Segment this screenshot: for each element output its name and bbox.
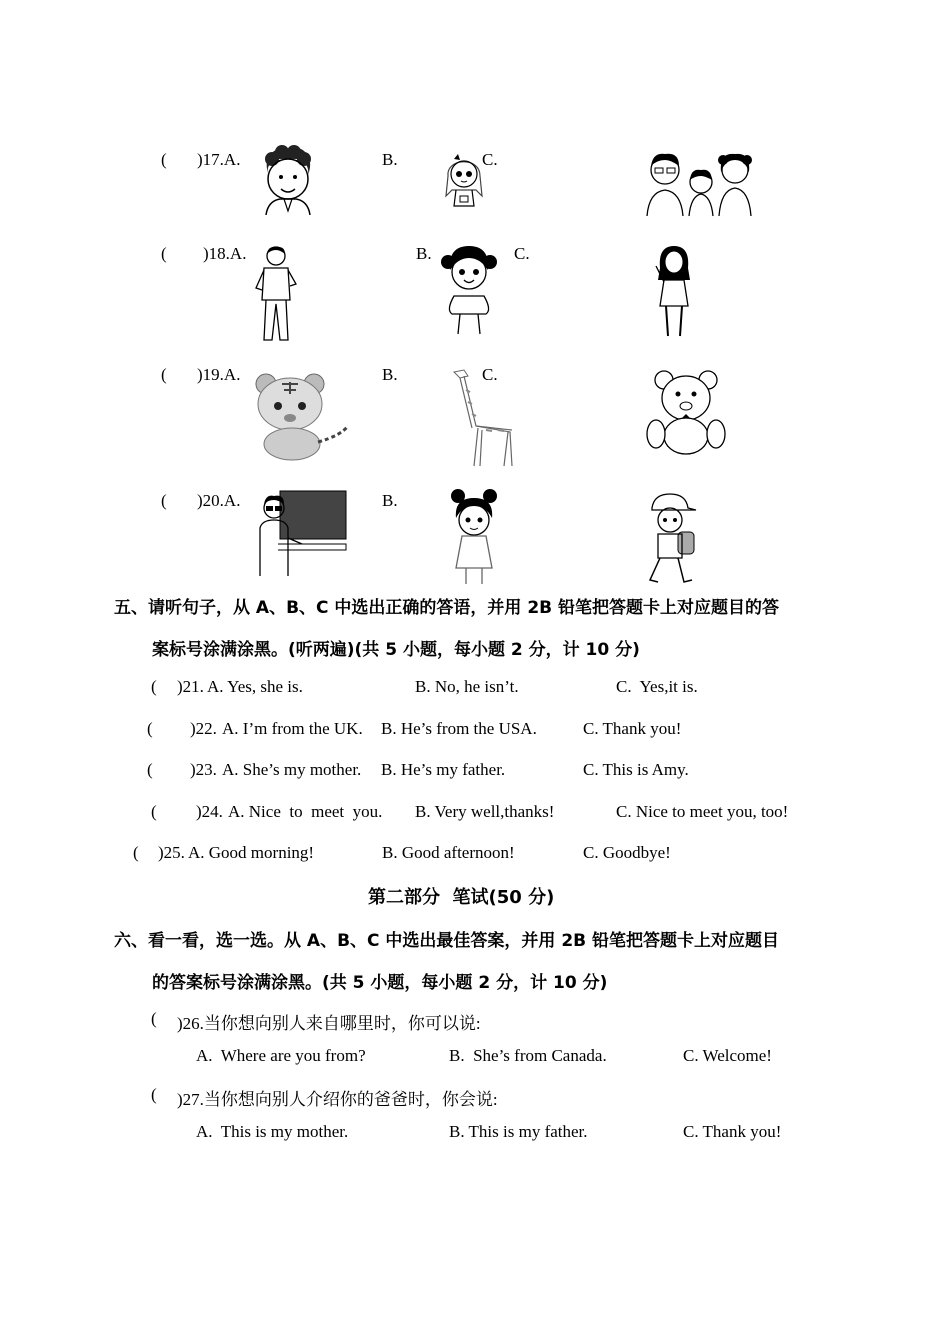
- question-21-option-b[interactable]: B. No, he isn’t.: [415, 677, 519, 696]
- answer-paren[interactable]: (: [151, 802, 157, 821]
- girl-pigtails-image: [440, 240, 498, 340]
- tiger-image: [254, 370, 352, 462]
- girl-small-image: [440, 150, 488, 214]
- answer-paren[interactable]: (: [161, 491, 167, 510]
- question-19-label: )19.A.: [197, 365, 241, 384]
- answer-paren[interactable]: (: [151, 1085, 157, 1104]
- boy-portrait-image: [258, 145, 318, 215]
- question-27-stem: )27.当你想向别人介绍你的爸爸时，你会说:: [177, 1090, 498, 1109]
- answer-paren[interactable]: (: [147, 719, 153, 738]
- answer-paren[interactable]: (: [161, 244, 167, 263]
- question-25-number: )25.: [158, 843, 185, 862]
- answer-paren[interactable]: (: [151, 1009, 157, 1028]
- option-b-label: B.: [382, 365, 398, 384]
- question-21-option-c[interactable]: C. Yes,it is.: [616, 677, 698, 696]
- question-21-option-a[interactable]: A. Yes, she is.: [207, 677, 303, 696]
- question-24-number: )24.: [196, 802, 223, 821]
- question-22-number: )22.: [190, 719, 217, 738]
- answer-paren[interactable]: (: [161, 150, 167, 169]
- question-23-option-a[interactable]: A. She’s my mother.: [222, 760, 362, 779]
- question-24-option-b[interactable]: B. Very well,thanks!: [415, 802, 555, 821]
- teddy-bear-image: [644, 370, 728, 456]
- question-24-option-a[interactable]: A. Nice to meet you.: [228, 802, 383, 821]
- option-c-label: C.: [514, 244, 530, 263]
- question-22-option-b[interactable]: B. He’s from the USA.: [381, 719, 537, 738]
- question-21-number: )21.: [177, 677, 204, 696]
- option-c-label: C.: [482, 365, 498, 384]
- section-5-instruction-line1: 五、请听句子，从 A、B、C 中选出正确的答语，并用 2B 铅笔把答题卡上对应题目的答: [114, 598, 780, 618]
- teacher-blackboard-image: [258, 488, 348, 578]
- question-23-number: )23.: [190, 760, 217, 779]
- man-standing-image: [254, 244, 300, 344]
- girl-buns-image: [446, 488, 502, 588]
- option-b-label: B.: [416, 244, 432, 263]
- answer-paren[interactable]: (: [133, 843, 139, 862]
- boy-cap-backpack-image: [642, 492, 698, 588]
- question-26-option-c[interactable]: C. Welcome!: [683, 1046, 772, 1065]
- question-23-option-b[interactable]: B. He’s my father.: [381, 760, 506, 779]
- question-23-option-c[interactable]: C. This is Amy.: [583, 760, 689, 779]
- question-26-stem: )26.当你想向别人来自哪里时，你可以说:: [177, 1014, 481, 1033]
- question-25-option-a[interactable]: A. Good morning!: [188, 843, 315, 862]
- question-27-option-a[interactable]: A. This is my mother.: [196, 1122, 349, 1141]
- woman-standing-image: [652, 244, 696, 340]
- question-20-label: )20.A.: [197, 491, 241, 510]
- family-image: [645, 148, 757, 218]
- answer-paren[interactable]: (: [161, 365, 167, 384]
- question-25-option-c[interactable]: C. Goodbye!: [583, 843, 671, 862]
- question-18-label: )18.A.: [203, 244, 247, 263]
- answer-paren[interactable]: (: [147, 760, 153, 779]
- answer-paren[interactable]: (: [151, 677, 157, 696]
- question-27-option-c[interactable]: C. Thank you!: [683, 1122, 782, 1141]
- question-17-label: )17.A.: [197, 150, 241, 169]
- question-25-option-b[interactable]: B. Good afternoon!: [382, 843, 515, 862]
- section-6-instruction-line2: 的答案标号涂满涂黑。(共 5 小题，每小题 2 分，计 10 分): [152, 973, 608, 993]
- question-22-option-a[interactable]: A. I’m from the UK.: [222, 719, 363, 738]
- option-c-label: C.: [482, 150, 498, 169]
- question-26-option-b[interactable]: B. She’s from Canada.: [449, 1046, 607, 1065]
- question-27-option-b[interactable]: B. This is my father.: [449, 1122, 588, 1141]
- question-24-option-c[interactable]: C. Nice to meet you, too!: [616, 802, 789, 821]
- part-2-title: 第二部分 笔试(50 分): [368, 887, 555, 908]
- option-b-label: B.: [382, 491, 398, 510]
- section-6-instruction-line1: 六、看一看，选一选。从 A、B、C 中选出最佳答案，并用 2B 铅笔把答题卡上对应题目: [114, 931, 780, 951]
- question-26-option-a[interactable]: A. Where are you from?: [196, 1046, 366, 1065]
- section-5-instruction-line2: 案标号涂满涂黑。(听两遍)(共 5 小题，每小题 2 分，计 10 分): [152, 640, 640, 660]
- question-22-option-c[interactable]: C. Thank you!: [583, 719, 682, 738]
- option-b-label: B.: [382, 150, 398, 169]
